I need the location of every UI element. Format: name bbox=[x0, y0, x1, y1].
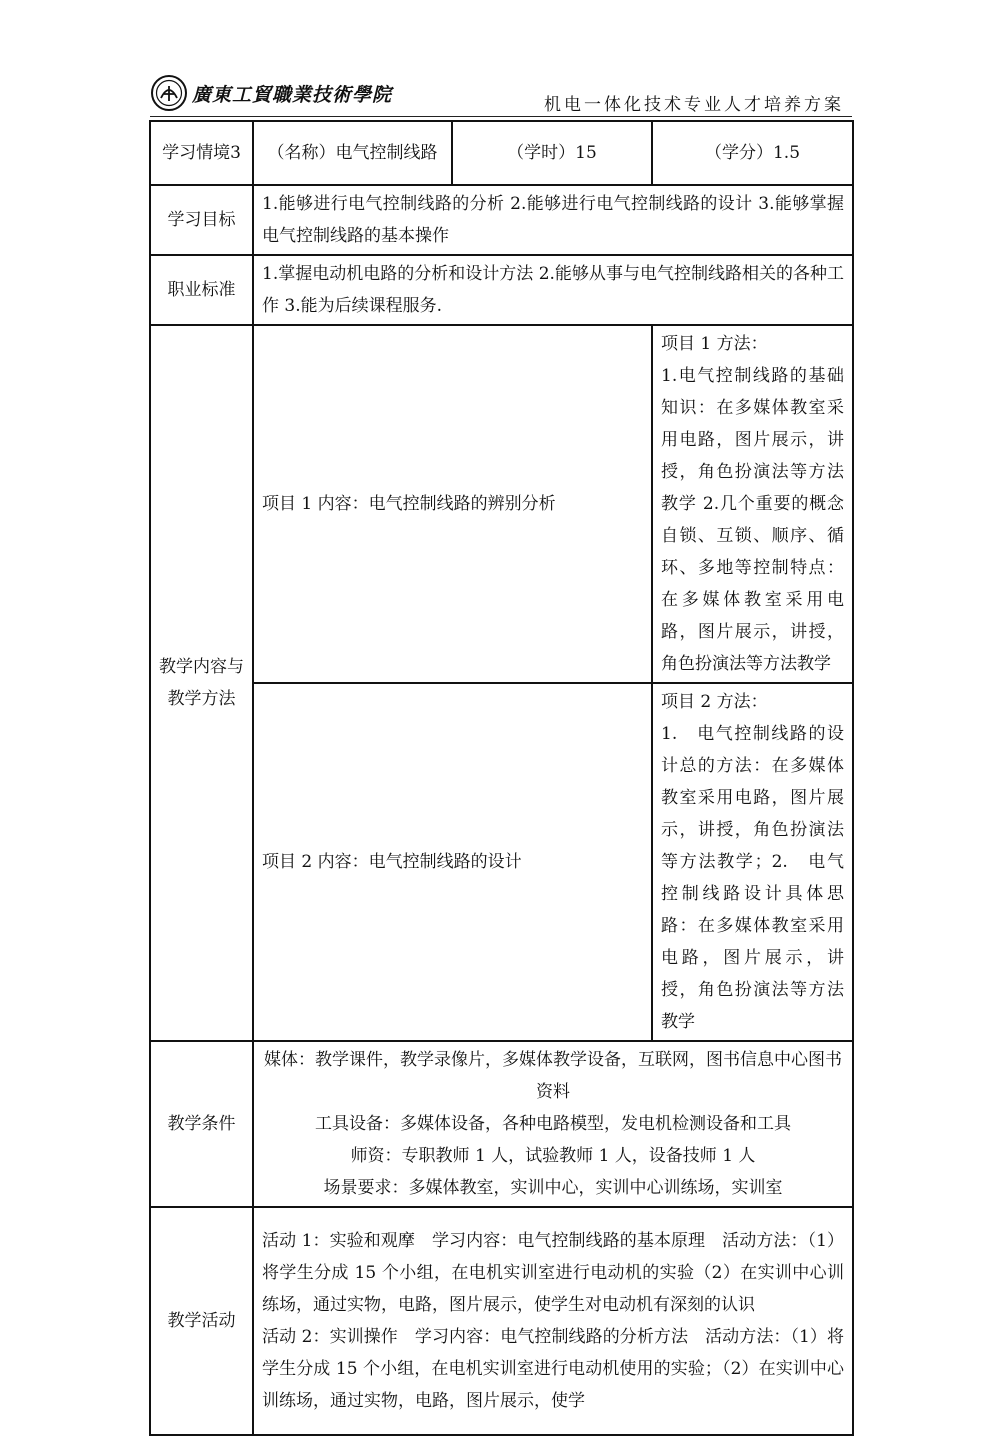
course-table bbox=[149, 120, 854, 1436]
item2-method-title: 项目 2 方法： bbox=[661, 692, 768, 712]
activity-2: 活动 2：实训操作 学习内容：电气控制线路的分析方法 活动方法：（1）将学生分成 15 个小组，在电机实训室进行电动机使用的实验；（2）在实训中心训练场，通过实物，电路，图片展示，使学 bbox=[262, 1327, 844, 1411]
page-header bbox=[150, 70, 852, 116]
table-row bbox=[150, 1041, 853, 1207]
conditions-tools: 工具设备：多媒体设备，各种电路模型，发电机检测设备和工具 bbox=[315, 1114, 791, 1134]
activity-1: 活动 1：实验和观摩 学习内容：电气控制线路的基本原理 活动方法：（1）将学生分成 15 个小组，在电机实训室进行电动机的实验（2）在实训中心训练场，通过实物，电路，图片展示，使学生对电动机有深刻的认识 bbox=[262, 1231, 844, 1315]
table-row bbox=[150, 255, 853, 325]
hours-cell: （学时）15 bbox=[452, 121, 652, 185]
table-row bbox=[150, 683, 853, 1041]
content-method-label: 教学内容与教学方法 bbox=[150, 325, 253, 1041]
item1-method bbox=[652, 325, 853, 683]
item2-method-text: 1. 电气控制线路的设计总的方法：在多媒体教室采用电路，图片展示，讲授，角色扮演法等方法教学；2. 电气控制线路设计具体思路：在多媒体教室采用电路，图片展示，讲授，角色扮演法等方法教学 bbox=[661, 724, 844, 1032]
situation-name: （名称）电气控制线路 bbox=[253, 121, 452, 185]
credits-cell: （学分）1.5 bbox=[652, 121, 853, 185]
activities-label: 教学活动 bbox=[150, 1207, 253, 1435]
conditions-venue: 场景要求：多媒体教室，实训中心，实训中心训练场，实训室 bbox=[323, 1178, 783, 1198]
goal-label: 学习目标 bbox=[150, 185, 253, 255]
goal-text: 1.能够进行电气控制线路的分析 2.能够进行电气控制线路的设计 3.能够掌握电气控制线路的基本操作 bbox=[253, 185, 853, 255]
table-row bbox=[150, 1207, 853, 1435]
item2-method bbox=[652, 683, 853, 1041]
activities-cell bbox=[253, 1207, 853, 1435]
school-name: 廣東工貿職業技術學院 bbox=[192, 84, 393, 106]
item1-content: 项目 1 内容：电气控制线路的辨别分析 bbox=[253, 325, 652, 683]
item1-method-title: 项目 1 方法： bbox=[661, 334, 768, 354]
conditions-teachers: 师资：专职教师 1 人，试验教师 1 人，设备技师 1 人 bbox=[350, 1146, 756, 1166]
school-logo-icon bbox=[150, 74, 188, 112]
conditions-cell bbox=[253, 1041, 853, 1207]
plan-title: 机电一体化技术专业人才培养方案 bbox=[544, 95, 844, 115]
conditions-label: 教学条件 bbox=[150, 1041, 253, 1207]
table-row bbox=[150, 185, 853, 255]
table-row bbox=[150, 325, 853, 683]
header-divider bbox=[150, 116, 852, 117]
standard-text: 1.掌握电动机电路的分析和设计方法 2.能够从事与电气控制线路相关的各种工作 3.能为后续课程服务. bbox=[253, 255, 853, 325]
table-row bbox=[150, 121, 853, 185]
item1-method-text: 1.电气控制线路的基础知识：在多媒体教室采用电路，图片展示，讲授，角色扮演法等方法教学 2.几个重要的概念自锁、互锁、顺序、循环、多地等控制特点：在多媒体教室采用电路，图片展示，讲授，角色扮演法等方法教学 bbox=[661, 366, 844, 674]
conditions-media: 媒体：教学课件，教学录像片，多媒体教学设备，互联网，图书信息中心图书资料 bbox=[264, 1050, 842, 1102]
item2-content: 项目 2 内容：电气控制线路的设计 bbox=[253, 683, 652, 1041]
situation-label: 学习情境3 bbox=[150, 121, 253, 185]
standard-label: 职业标准 bbox=[150, 255, 253, 325]
